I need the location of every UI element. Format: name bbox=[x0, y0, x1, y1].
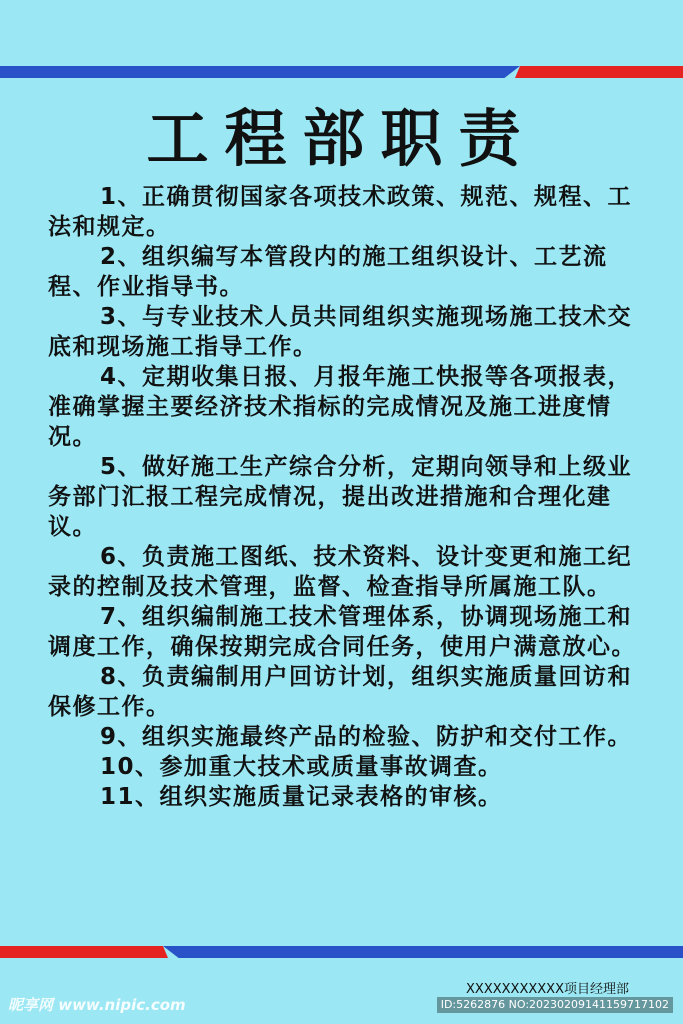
duty-item-8: 8、负责编制用户回访计划，组织实施质量回访和保修工作。 bbox=[48, 664, 633, 720]
duty-item-5: 5、做好施工生产综合分析，定期向领导和上级业务部门汇报工程完成情况，提出改进措施和合理化建议。 bbox=[48, 454, 633, 540]
duties-list bbox=[48, 182, 636, 812]
duty-item-11: 11、组织实施质量记录表格的审核。 bbox=[100, 784, 503, 810]
bottom-stripe-blue bbox=[163, 946, 683, 958]
top-stripe-red bbox=[515, 66, 683, 78]
duty-item-9: 9、组织实施最终产品的检验、防护和交付工作。 bbox=[100, 724, 633, 750]
duty-item-10: 10、参加重大技术或质量事故调查。 bbox=[100, 754, 503, 780]
page-title: 工程部职责 bbox=[146, 102, 537, 175]
bottom-stripe-red bbox=[0, 946, 168, 958]
duty-item-4: 4、定期收集日报、月报年施工快报等各项报表，准确掌握主要经济技术指标的完成情况及施工进度情况。 bbox=[48, 364, 633, 450]
top-stripe-blue bbox=[0, 66, 520, 78]
top-stripe bbox=[0, 66, 683, 78]
bottom-stripe bbox=[0, 946, 683, 958]
duty-item-1: 1、正确贯彻国家各项技术政策、规范、规程、工法和规定。 bbox=[48, 184, 633, 240]
duty-item-7: 7、组织编制施工技术管理体系，协调现场施工和调度工作，确保按期完成合同任务，使用户满意放心。 bbox=[48, 604, 636, 660]
footer-organization: XXXXXXXXXXX项目经理部 bbox=[466, 982, 629, 997]
duty-item-3: 3、与专业技术人员共同组织实施现场施工技术交底和现场施工指导工作。 bbox=[48, 304, 633, 360]
duty-item-2: 2、组织编写本管段内的施工组织设计、工艺流程、作业指导书。 bbox=[48, 244, 608, 300]
duty-item-6: 6、负责施工图纸、技术资料、设计变更和施工纪录的控制及技术管理，监督、检查指导所属施工队。 bbox=[48, 544, 633, 600]
watermark: 昵享网 www.nipic.com bbox=[8, 996, 186, 1014]
footer-image-id: ID:5262876 NO:20230209141159717102 bbox=[437, 997, 673, 1013]
